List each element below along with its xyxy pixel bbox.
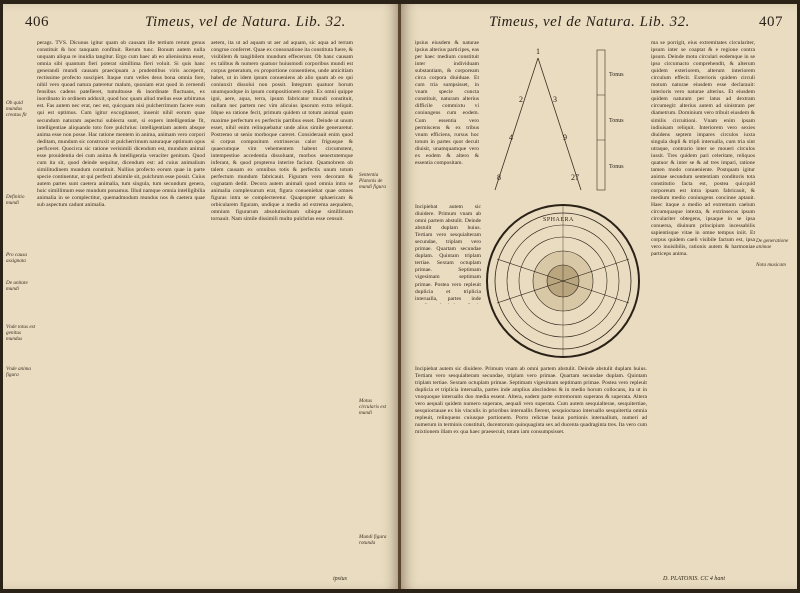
left-page-header (25, 14, 385, 36)
lambda-left-value: 2 (519, 95, 523, 104)
left-page (3, 4, 399, 589)
left-margin-note: Definitio mundi (6, 194, 25, 207)
tonus-label: Tonus (609, 72, 624, 78)
lambda-right-value: 3 (553, 95, 557, 104)
left-inner-note: Sententia Platonis de mundi figura (359, 172, 386, 191)
right-margin-note: De generatione animae (756, 238, 789, 251)
left-margin-note: Vnde totus est genitus mundus (6, 324, 36, 343)
lambda-left-value: 8 (497, 173, 501, 182)
left-column-2 (211, 40, 353, 578)
left-margin-note: De unitate mundi (6, 280, 28, 293)
tonus-diagram (591, 40, 641, 200)
right-column-text: ma se porrigit, eius extremitates circulariter, ipsum inter se coaptat & e regione contra ipsum. Deinde motu circulari eodemque in se ipso circumacto comprehendit, & alterum quidem exteriorem, alterum interiorem circulum effecit. Exterioris quidem circuli motum naturae eiusdem esse declarauit: interioris vero naturae alterius. Et eiusdem quidem naturam per latus ad dextram circumegit: alterius autem ad sinistram per diametrum. Dominium vero tribuit eiusdem & similis circuitioni. Vnam enim ipsam indiuisam reliquit. Interiorem vero sexies diuidens septem impares circulos iuxta singula dupli & tripli interualla, cum tria sint utraque, contrario inter se moueri circulos iussit. Tres quidem pari celeritate, reliquos quatuor & inter se & ad tres impari, ratione tamen modo conueniente. Postquam igitur animae secundum sententiam conditoris tota constitutio facta est, postea quicquid corporeum est intra ipsam fabricauit, & medium medio coniungens concinne aptauit. Haec itaque a medio ad extremum caelum circumquaque intexta, & extrinsecus ipsum circulariter obtegens, ipsaque in se ipsa conuersa, diuinum principium incessabilis sapientisque vitae in omne tempus iniit. Et corpus quidem caeli visibile factum est, ipsa vero inuisibilis, rationis autem & harmoniae particeps anima. (651, 40, 755, 258)
right-page-number: 407 (759, 14, 783, 30)
lambda-right-value: 9 (563, 133, 567, 142)
left-column-1 (37, 40, 205, 578)
right-page (401, 4, 797, 589)
right-lower-text-column (415, 366, 647, 578)
right-catchword: D. PLATONIS. CC 4 hant (663, 576, 726, 582)
right-page-header (415, 14, 783, 36)
lambda-left-value: 4 (509, 133, 513, 142)
left-inner-note: Mundi figura rotunda (359, 534, 387, 547)
right-left-text-column (415, 204, 481, 304)
lambda-diagram (483, 40, 593, 200)
right-text-column (651, 40, 755, 578)
left-inner-note: Motus circularis est mundi (359, 398, 387, 417)
left-column-2-text: aetem, ita ut ad aquam ut aer ad aquam, sic aqua ad terram congrue conferret. Quae ex consonatione ita constituta fuere, & visibilem & tangibilem mundum effecerunt. Ob hanc causam ex talibus & numero quatuor huiusmodi corporibus mundi est corpus generatum, ex proportione consentiens, unde amicitiam habet, ut in idem ipsum conueniens ab alio quam ab eo qui coniunxit dissolui non possit. Integrum quatuor horum unumquodque in ipsum compositionem cepit. Ex omni quippe igni, aere, aqua, terra, ipsum fabricator mundi constituit, nullam nec partem nec vim alicuius ipsorum extra reliquit. Idque ea ratione fecit, primum quidem ut totum animal quam maxime perfectum ex perfectis partibus esset. Deinde ut unum esset, nihil enim relinquebatur unde alius simile generaretur. Postremo ut senio morboque careret. Considerauit enim quod si corpus compositum extrinsecus calor frigusque & quaecumque vim vehementem habent circumstent, intempestiue accedentia dissoluant, morbos senectutemque inferant, & quod propterea interire faciunt. Quamobrem ob talem causam ex omnibus totis & perfectis unum totum perfectum mundum fabricauit. Figuram vero decoram & cognatam dedit. Decora autem animali quod omnia intra se animalia complexurum erat, figura conueniebat quae omnes figuras intra se complecteretur. Quapropter sphaericam & orbicularem figuram, undique a medio ad extrema aequalem, omnium figurarum absolutissimam sibique simillimam tornauit. Nam simile dissimili multo pulchrius esse censuit. (211, 40, 353, 223)
armillary-sphere-figure (481, 199, 646, 364)
left-margin-note: Vnde anima figura (6, 366, 31, 379)
left-margin-note: Ob quid mundus creatus fit (6, 100, 27, 119)
right-top-text: ipsius eiusdem & naturae ipsius alterius participes, eas per haec medium constituit inter individuam substantiam, & corpoream circa corpora diuiduae. Et cum tria sumpsisset, in vnam specie cuncta constituit, naturam alterius difficile commixtu vi coniungens cum eodem. Cum essentia vero permiscens & ex tribus vnum efficiens, rursus hoc totum in partes quot decuit diuisit, unamquamque vero ex eodem & altero & essentia compositam. (415, 40, 479, 166)
lambda-apex-label: 1 (536, 47, 540, 56)
tonus-label: Tonus (609, 164, 624, 170)
left-catchword: ipsius (333, 576, 348, 582)
right-left-text: Incipiebat autem sic diuidere. Primum vnam ab omni partem abstulit. Deinde abstulit duplam huius. Tertiam vero sesquialteram secundae, triplam vero primae. Quartam secundae duplam. Quintam triplam tertiae. Sextam octuplam primae. Septimam vigesimam septimam primae. Postea vero repleuit duplicia et triplicia interualla, partes inde (415, 204, 481, 302)
right-running-title: Timeus, vel de Natura. Lib. 32. (489, 14, 690, 30)
left-running-title: Timeus, vel de Natura. Lib. 32. (145, 14, 346, 30)
right-lower-text: Incipiebat autem sic diuidere. Primum vnam ab omni partem abstulit. Deinde abstulit duplam huius. Tertiam vero sesquialteram secundae, triplam vero primae. Quartam secundae duplam. Quintam triplam tertiae. Sextam octuplam primae. Septimam vigesimam septimam primae. Postea vero repleuit duplicia et triplicia interualla, partes inde amplius abscindens & in medio horum collocans, ita ut in vnoquoque interuallo duo media essent. Altera, eadem parte extremorum superans & superata. Altera vero aequali quidem numero superans, aequali vero superata. Cum autem sesquialterae, sesquitertiae, sesquioctauae ex his vinculis in prioribus interuallis fierent, sesquioctauo interuallo sesquitertia omnia repleuit, relinquens cuiusque portionem. Porro relictae huius portionis interuallum, numeri ad numerum in terminis constituit, ducentorum quinquaginta sex ad ducenta quadraginta tres. Ita vero cum mixtionem illam ex qua haec praesecuit, totam iam consumpsisset. (415, 366, 647, 436)
tonus-label: Tonus (609, 118, 624, 124)
left-margin-note: Pro causa assignata (6, 252, 27, 265)
lambda-right-value: 27 (571, 173, 579, 182)
left-page-number: 406 (25, 14, 49, 30)
left-column-1-text: perags. TVS. Dicunus igitur quam ob causam ille tertium rerum genus constituit & hoc tanquam confituit. Rerum tunc. Bonum autem nulla unquam aliqua re inuidia tangitur. Ergo cum haec ab eo alienissima esset, omnia sibi quantum fieri poterat simillima fieri voluit. Si quis hanc generandi mundi causam praecipuam a prudentibus viris acceperit, rectissime profecto suscipiet. Itaque cum velles deus bona omnia fore, nihil vero quoad natura pateretur malum, quoniam erat quod in cernendi fensibus cadens patefieret, tumultuose & inordinate fluctuans, ex inordinato in ordinem adduxit, quod hoc quam aliud melius esse arbitratus est. Fas autem nec erat, nec est, quicquam nisi pulcherrimum facere eum qui est optimus. Cum igitur excogitasset, inuenit nihil eorum quae secundum naturam aspectui subiecta sunt, si expers intelligentiae fit, intelligentiae aliquando toto fore pulchrius: intelligentiam autem absque anima esse non posse. Hac ratione mentem in anima, animam vero corpori deditam, mundum sic construxit ut pulcherrimum naturaque optimum opus perficeret. Quocirca sic ratione verisimili dicendum est, mundum animal esse prouidentia dei cum anima & intelligentia veraciter genitum. Quod cum ita sit, quod deinde sequitur, dicendum est: ad cuius animalium similitudinem mundum constituit. Nullius profecto eorum quae in parte specie continentur, ut qui perfecti absimile sit, pulchrum esse possit. Cuius autem partes sunt caetera animalia, tum singula, tum secundum genera, huic simillimum esse mundum ponamus. Illud namque omnia intelligibilia animalia in se complectitur, quemadmodum mundus nos & caetera quae sub aspectum cadunt animalia. (37, 40, 205, 209)
sphere-caption: SPHAERA (543, 217, 574, 223)
right-margin-note: Nota musicam (756, 262, 786, 268)
